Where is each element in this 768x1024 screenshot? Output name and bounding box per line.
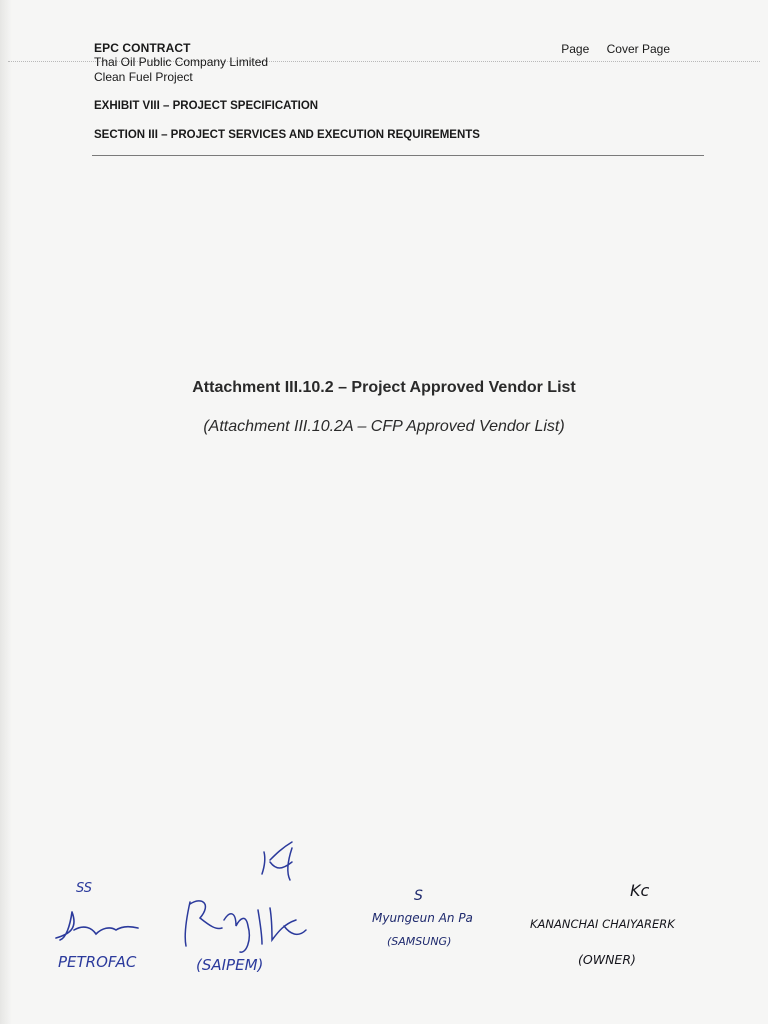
project-name: Clean Fuel Project xyxy=(94,70,193,84)
saipem-label: (SAIPEM) xyxy=(196,956,264,974)
company-name: Thai Oil Public Company Limited xyxy=(94,55,269,69)
signatures-svg xyxy=(0,830,768,1000)
page-value: Cover Page xyxy=(606,42,670,56)
signature-block xyxy=(0,830,768,1000)
signature-owner xyxy=(530,881,676,967)
contract-title: EPC CONTRACT xyxy=(94,41,191,55)
signature-petrofac xyxy=(56,881,138,971)
signature-samsung xyxy=(372,888,473,948)
page-indicator xyxy=(561,42,670,56)
owner-name: KANANCHAI CHAIYARERK xyxy=(530,917,675,931)
page-label: Page xyxy=(561,42,590,56)
saipem-signature-stroke xyxy=(185,901,306,952)
saipem-initials-stroke xyxy=(262,842,292,880)
document-header xyxy=(94,41,494,85)
samsung-name: Myungeun An Pa xyxy=(372,911,473,925)
samsung-initial: S xyxy=(414,888,423,904)
attachment-subtitle: (Attachment III.10.2A – CFP Approved Vendor List) xyxy=(203,418,565,435)
attachment-title: Attachment III.10.2 – Project Approved Vendor List xyxy=(192,379,576,396)
header-divider xyxy=(92,155,704,156)
section-heading: SECTION III – PROJECT SERVICES AND EXECUTION REQUIREMENTS xyxy=(94,129,480,141)
petrofac-initials: SS xyxy=(76,881,93,896)
signature-saipem xyxy=(185,842,306,974)
owner-label: (OWNER) xyxy=(578,952,636,967)
petrofac-signature-stroke xyxy=(56,912,138,940)
samsung-label: (SAMSUNG) xyxy=(387,935,452,948)
petrofac-label: PETROFAC xyxy=(58,953,137,971)
owner-initial: Kc xyxy=(630,881,650,900)
exhibit-heading: EXHIBIT VIII – PROJECT SPECIFICATION xyxy=(94,100,319,112)
